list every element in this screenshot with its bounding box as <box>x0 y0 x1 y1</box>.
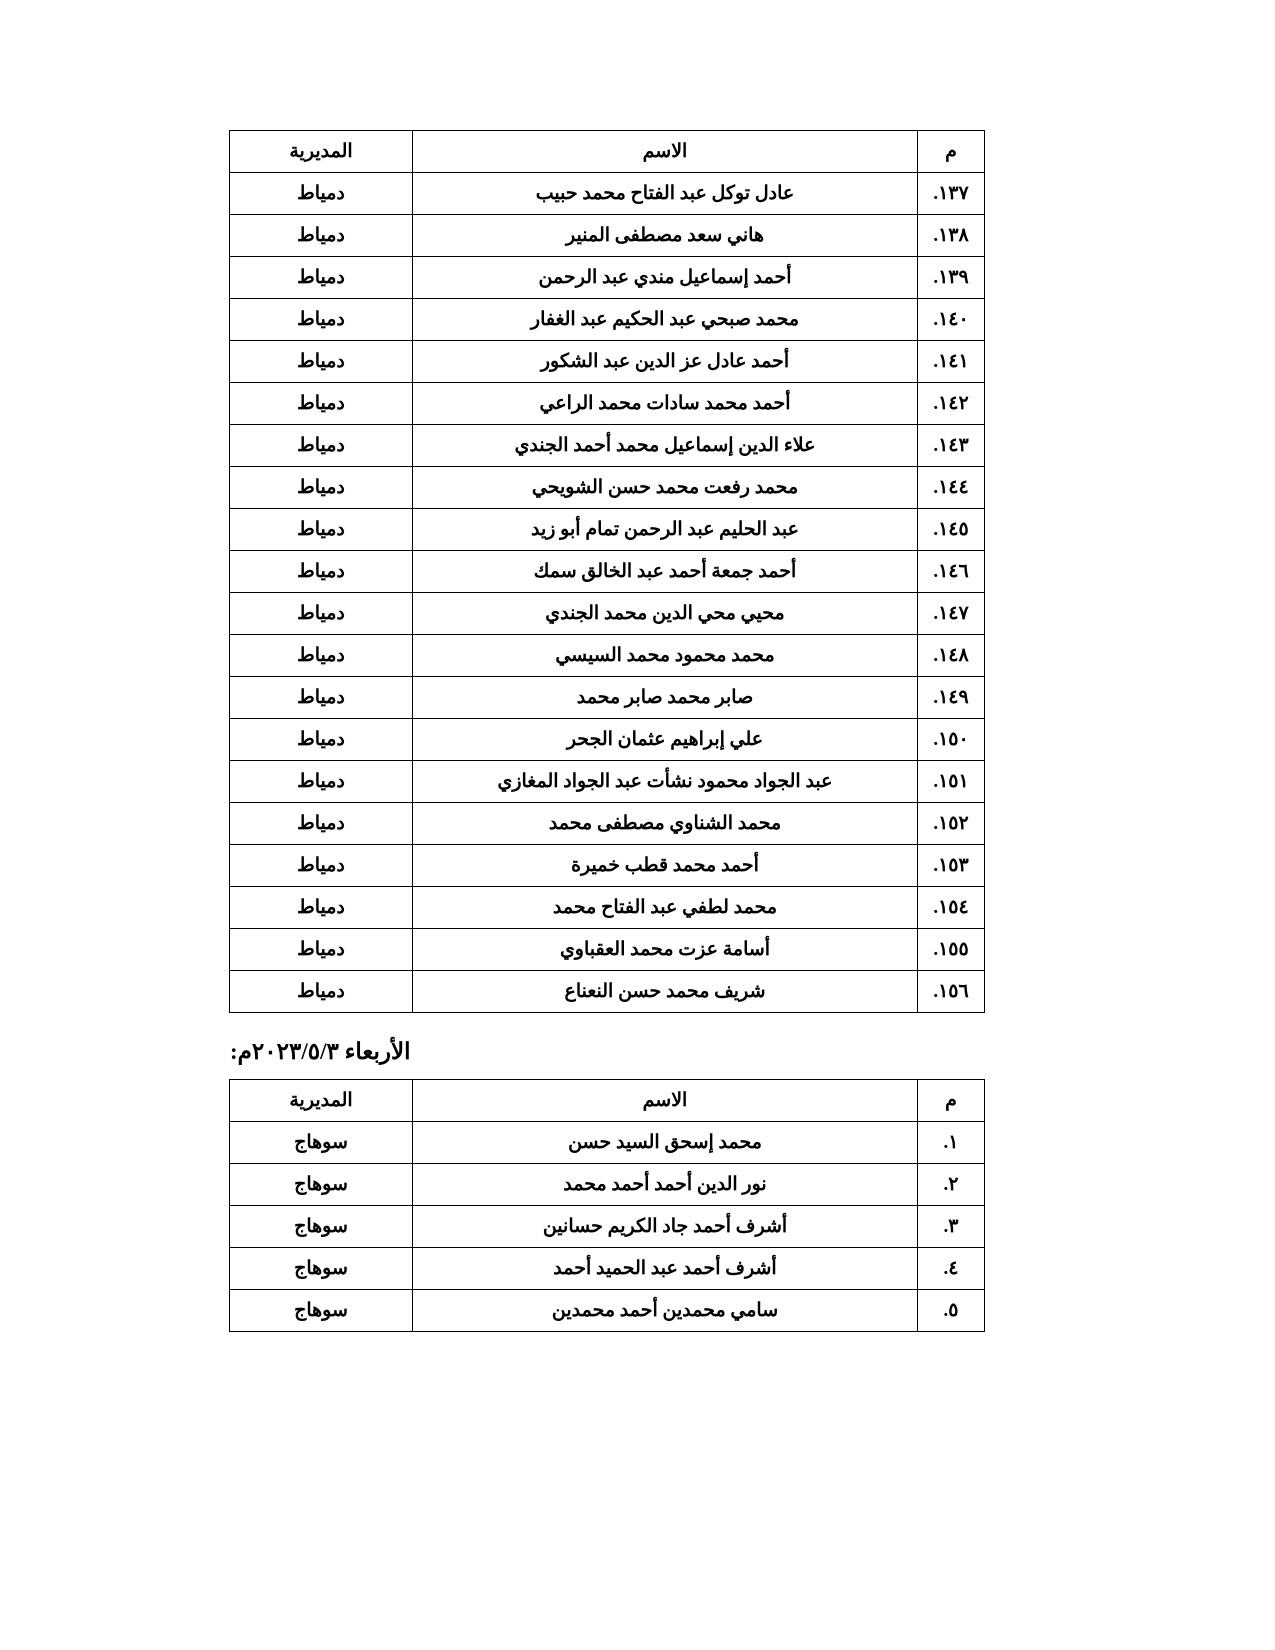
cell-number: ١٤٣. <box>918 425 985 467</box>
cell-directorate: دمياط <box>230 845 413 887</box>
cell-name: أحمد محمد سادات محمد الراعي <box>413 383 918 425</box>
cell-name: محمد الشناوي مصطفى محمد <box>413 803 918 845</box>
cell-directorate: سوهاج <box>230 1290 413 1332</box>
cell-number: ١٣٩. <box>918 257 985 299</box>
cell-name: محمد صبحي عبد الحكيم عبد الغفار <box>413 299 918 341</box>
cell-name: أشرف أحمد جاد الكريم حسانين <box>413 1206 918 1248</box>
cell-name: سامي محمدين أحمد محمدين <box>413 1290 918 1332</box>
table-row <box>230 425 985 467</box>
cell-directorate: دمياط <box>230 341 413 383</box>
cell-number: ١٥١. <box>918 761 985 803</box>
table-row <box>230 383 985 425</box>
cell-directorate: دمياط <box>230 971 413 1013</box>
cell-directorate: دمياط <box>230 677 413 719</box>
cell-directorate: سوهاج <box>230 1164 413 1206</box>
cell-number: ٥. <box>918 1290 985 1332</box>
cell-directorate: سوهاج <box>230 1248 413 1290</box>
cell-number: ٤. <box>918 1248 985 1290</box>
cell-directorate: دمياط <box>230 383 413 425</box>
table-header <box>230 131 985 173</box>
cell-name: نور الدين أحمد أحمد محمد <box>413 1164 918 1206</box>
cell-number: ١٤٦. <box>918 551 985 593</box>
cell-name: محمد محمود محمد السيسي <box>413 635 918 677</box>
cell-name: صابر محمد صابر محمد <box>413 677 918 719</box>
table-body-part2 <box>230 1122 985 1332</box>
table-row <box>230 845 985 887</box>
cell-directorate: دمياط <box>230 173 413 215</box>
cell-directorate: دمياط <box>230 425 413 467</box>
cell-name: علي إبراهيم عثمان الجحر <box>413 719 918 761</box>
table-header <box>230 1080 985 1122</box>
column-header-name: الاسم <box>413 1080 918 1122</box>
cell-directorate: دمياط <box>230 929 413 971</box>
cell-number: ١٤٧. <box>918 593 985 635</box>
table-row <box>230 761 985 803</box>
cell-name: أحمد جمعة أحمد عبد الخالق سمك <box>413 551 918 593</box>
cell-directorate: دمياط <box>230 215 413 257</box>
table-row <box>230 173 985 215</box>
table-row <box>230 215 985 257</box>
table-row <box>230 509 985 551</box>
column-header-number: م <box>918 1080 985 1122</box>
cell-number: ١٤٤. <box>918 467 985 509</box>
cell-number: ١٥٢. <box>918 803 985 845</box>
column-header-directorate: المديرية <box>230 131 413 173</box>
cell-number: ١٤٥. <box>918 509 985 551</box>
cell-number: ١٥٠. <box>918 719 985 761</box>
table-row <box>230 257 985 299</box>
column-header-directorate: المديرية <box>230 1080 413 1122</box>
table-row <box>230 299 985 341</box>
table-row <box>230 551 985 593</box>
table-row <box>230 1164 985 1206</box>
cell-name: عبد الجواد محمود نشأت عبد الجواد المغازي <box>413 761 918 803</box>
table-header-row <box>230 1080 985 1122</box>
cell-name: أشرف أحمد عبد الحميد أحمد <box>413 1248 918 1290</box>
table-row <box>230 467 985 509</box>
cell-directorate: دمياط <box>230 803 413 845</box>
cell-directorate: دمياط <box>230 593 413 635</box>
cell-number: ١٣٧. <box>918 173 985 215</box>
table-header-row <box>230 131 985 173</box>
cell-directorate: دمياط <box>230 719 413 761</box>
cell-directorate: دمياط <box>230 635 413 677</box>
cell-name: هاني سعد مصطفى المنير <box>413 215 918 257</box>
cell-directorate: دمياط <box>230 509 413 551</box>
table-row <box>230 719 985 761</box>
cell-directorate: دمياط <box>230 299 413 341</box>
names-table-part1 <box>229 130 985 1013</box>
cell-directorate: دمياط <box>230 887 413 929</box>
cell-name: علاء الدين إسماعيل محمد أحمد الجندي <box>413 425 918 467</box>
cell-number: ١٥٦. <box>918 971 985 1013</box>
cell-name: محمد رفعت محمد حسن الشويحي <box>413 467 918 509</box>
column-header-number: م <box>918 131 985 173</box>
cell-name: محيي محي الدين محمد الجندي <box>413 593 918 635</box>
table-row <box>230 887 985 929</box>
table-row <box>230 677 985 719</box>
cell-number: ١٥٣. <box>918 845 985 887</box>
cell-number: ١٥٤. <box>918 887 985 929</box>
cell-name: أحمد إسماعيل مندي عبد الرحمن <box>413 257 918 299</box>
cell-number: ١٤٨. <box>918 635 985 677</box>
table-body-part1 <box>230 173 985 1013</box>
cell-name: شريف محمد حسن النعناع <box>413 971 918 1013</box>
cell-number: ٣. <box>918 1206 985 1248</box>
names-table-part2 <box>229 1079 985 1332</box>
table-row <box>230 1290 985 1332</box>
cell-number: ١٥٥. <box>918 929 985 971</box>
cell-number: ١. <box>918 1122 985 1164</box>
cell-name: محمد إسحق السيد حسن <box>413 1122 918 1164</box>
cell-number: ١٤٢. <box>918 383 985 425</box>
table-row <box>230 635 985 677</box>
cell-directorate: دمياط <box>230 551 413 593</box>
cell-number: ١٣٨. <box>918 215 985 257</box>
cell-directorate: سوهاج <box>230 1122 413 1164</box>
table-row <box>230 1206 985 1248</box>
table-row <box>230 341 985 383</box>
cell-directorate: دمياط <box>230 257 413 299</box>
table-row <box>230 1248 985 1290</box>
cell-name: أحمد عادل عز الدين عبد الشكور <box>413 341 918 383</box>
cell-directorate: سوهاج <box>230 1206 413 1248</box>
table-row <box>230 803 985 845</box>
section-date-heading: الأربعاء ٢٠٢٣/٥/٣م: <box>230 1039 411 1064</box>
cell-name: محمد لطفي عبد الفتاح محمد <box>413 887 918 929</box>
cell-directorate: دمياط <box>230 467 413 509</box>
cell-name: أحمد محمد قطب خميرة <box>413 845 918 887</box>
cell-number: ٢. <box>918 1164 985 1206</box>
cell-directorate: دمياط <box>230 761 413 803</box>
cell-number: ١٤٠. <box>918 299 985 341</box>
table-row <box>230 971 985 1013</box>
table-row <box>230 593 985 635</box>
table-row <box>230 929 985 971</box>
cell-name: عبد الحليم عبد الرحمن تمام أبو زيد <box>413 509 918 551</box>
column-header-name: الاسم <box>413 131 918 173</box>
table-row <box>230 1122 985 1164</box>
cell-number: ١٤٩. <box>918 677 985 719</box>
cell-name: أسامة عزت محمد العقباوي <box>413 929 918 971</box>
cell-number: ١٤١. <box>918 341 985 383</box>
cell-name: عادل توكل عبد الفتاح محمد حبيب <box>413 173 918 215</box>
